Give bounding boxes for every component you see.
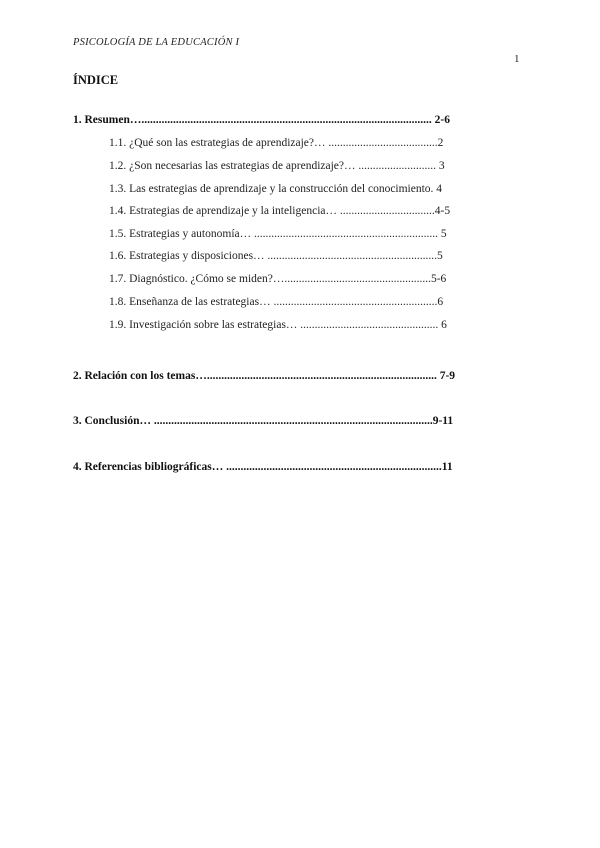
- running-header: PSICOLOGÍA DE LA EDUCACIÓN I: [73, 37, 240, 48]
- toc-entry-resumen: 1. Resumen…..................................................................................................... 2-6: [73, 114, 450, 126]
- toc-entry-1-7: 1.7. Diagnóstico. ¿Cómo se miden?…...................................................5-6: [109, 273, 447, 285]
- toc-entry-1-6: 1.6. Estrategias y disposiciones… ...........................................................5: [109, 250, 443, 262]
- toc-entry-relacion-temas: 2. Relación con los temas…................................................................................ 7-9: [73, 370, 456, 382]
- toc-entry-1-9: 1.9. Investigación sobre las estrategias… ................................................ 6: [109, 319, 447, 331]
- toc-entry-1-3: 1.3. Las estrategias de aprendizaje y la construcción del conocimiento. 4: [109, 183, 443, 195]
- toc-entry-conclusion: 3. Conclusión… .................................................................................................9-11: [73, 415, 454, 427]
- index-title: ÍNDICE: [73, 73, 119, 87]
- toc-entry-referencias: 4. Referencias bibliográficas… ...........................................................................11: [73, 461, 453, 473]
- toc-entry-1-2: 1.2. ¿Son necesarias las estrategias de aprendizaje?… ........................... 3: [109, 160, 445, 172]
- toc-entry-1-4: 1.4. Estrategias de aprendizaje y la inteligencia… .................................4-5: [109, 205, 451, 217]
- page-number: 1: [514, 53, 520, 65]
- toc-entry-1-1: 1.1. ¿Qué son las estrategias de aprendizaje?… ......................................2: [109, 137, 444, 149]
- toc-entry-1-5: 1.5. Estrategias y autonomía… ................................................................ 5: [109, 228, 447, 240]
- toc-entry-1-8: 1.8. Enseñanza de las estrategias… .........................................................6: [109, 296, 444, 308]
